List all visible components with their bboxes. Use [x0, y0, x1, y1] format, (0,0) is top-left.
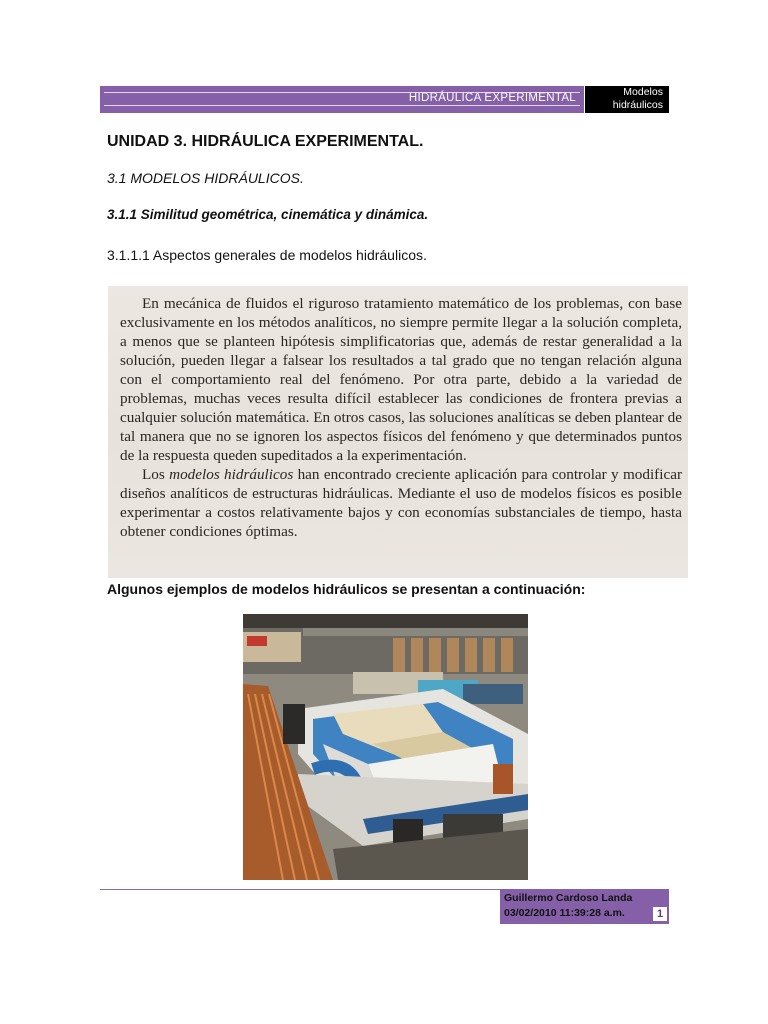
scanned-text-excerpt	[108, 286, 688, 578]
subsection-title: 3.1.1 Similitud geométrica, cinemática y dinámica.	[107, 207, 429, 222]
page-number: 1	[653, 907, 667, 921]
header-side-line2: hidráulicos	[612, 99, 663, 111]
hydraulic-model-photo	[243, 614, 528, 880]
unit-title: UNIDAD 3. HIDRÁULICA EXPERIMENTAL.	[107, 133, 424, 150]
scan-paragraph-1: En mecánica de fluidos el riguroso tratamiento matemático de los problemas, con base exclusivamente en los métodos analíticos, no siempre permite llegar a la solución completa, a menos que se planteen hipótesis simplificatorias que, además de restar generalidad a la solución, pueden llegar a falsear los resultados a tal grado que no tengan relación alguna con el comportamiento real del fenómeno. Por otra parte, debido a la variedad de problemas, muchas veces resulta difícil establecer las condiciones de frontera previas a cualquier solución matemática. En otros casos, las soluciones analíticas se deben plantear de tal manera que no se ignoren los aspectos físicos del fenómeno y que determinados puntos de la respuesta queden supeditados a la experimentación.	[120, 295, 682, 464]
header-rule-bottom	[104, 105, 580, 106]
header-side-line1: Modelos	[623, 86, 663, 98]
examples-intro: Algunos ejemplos de modelos hidráulicos se presentan a continuación:	[107, 581, 586, 597]
footer-rule	[100, 889, 500, 890]
scan-paragraph-2-rest: han encontrado creciente aplicación para controlar y modificar diseños analíticos de estructuras hidráulicas. Mediante el uso de modelos físicos es posible experimentar a costos relativamente bajos y con economías substanciales de tiempo, hasta obtener condiciones óptimas.	[120, 466, 683, 540]
header-title: HIDRÁULICA EXPERIMENTAL	[408, 92, 576, 104]
footer-author: Guillermo Cardoso Landa	[504, 892, 633, 904]
scan-paragraph-2-italic: modelos hidráulicos	[169, 466, 294, 483]
header-side-label	[585, 86, 669, 113]
subsubsection-title: 3.1.1.1 Aspectos generales de modelos hidráulicos.	[107, 247, 427, 263]
scan-paragraph-2-start: Los	[142, 466, 170, 483]
footer-datetime: 03/02/2010 11:39:28 a.m.	[504, 907, 625, 919]
footer-box	[500, 889, 669, 924]
scan-paragraph-2	[120, 465, 682, 541]
section-title: 3.1 MODELOS HIDRÁULICOS.	[107, 170, 304, 186]
